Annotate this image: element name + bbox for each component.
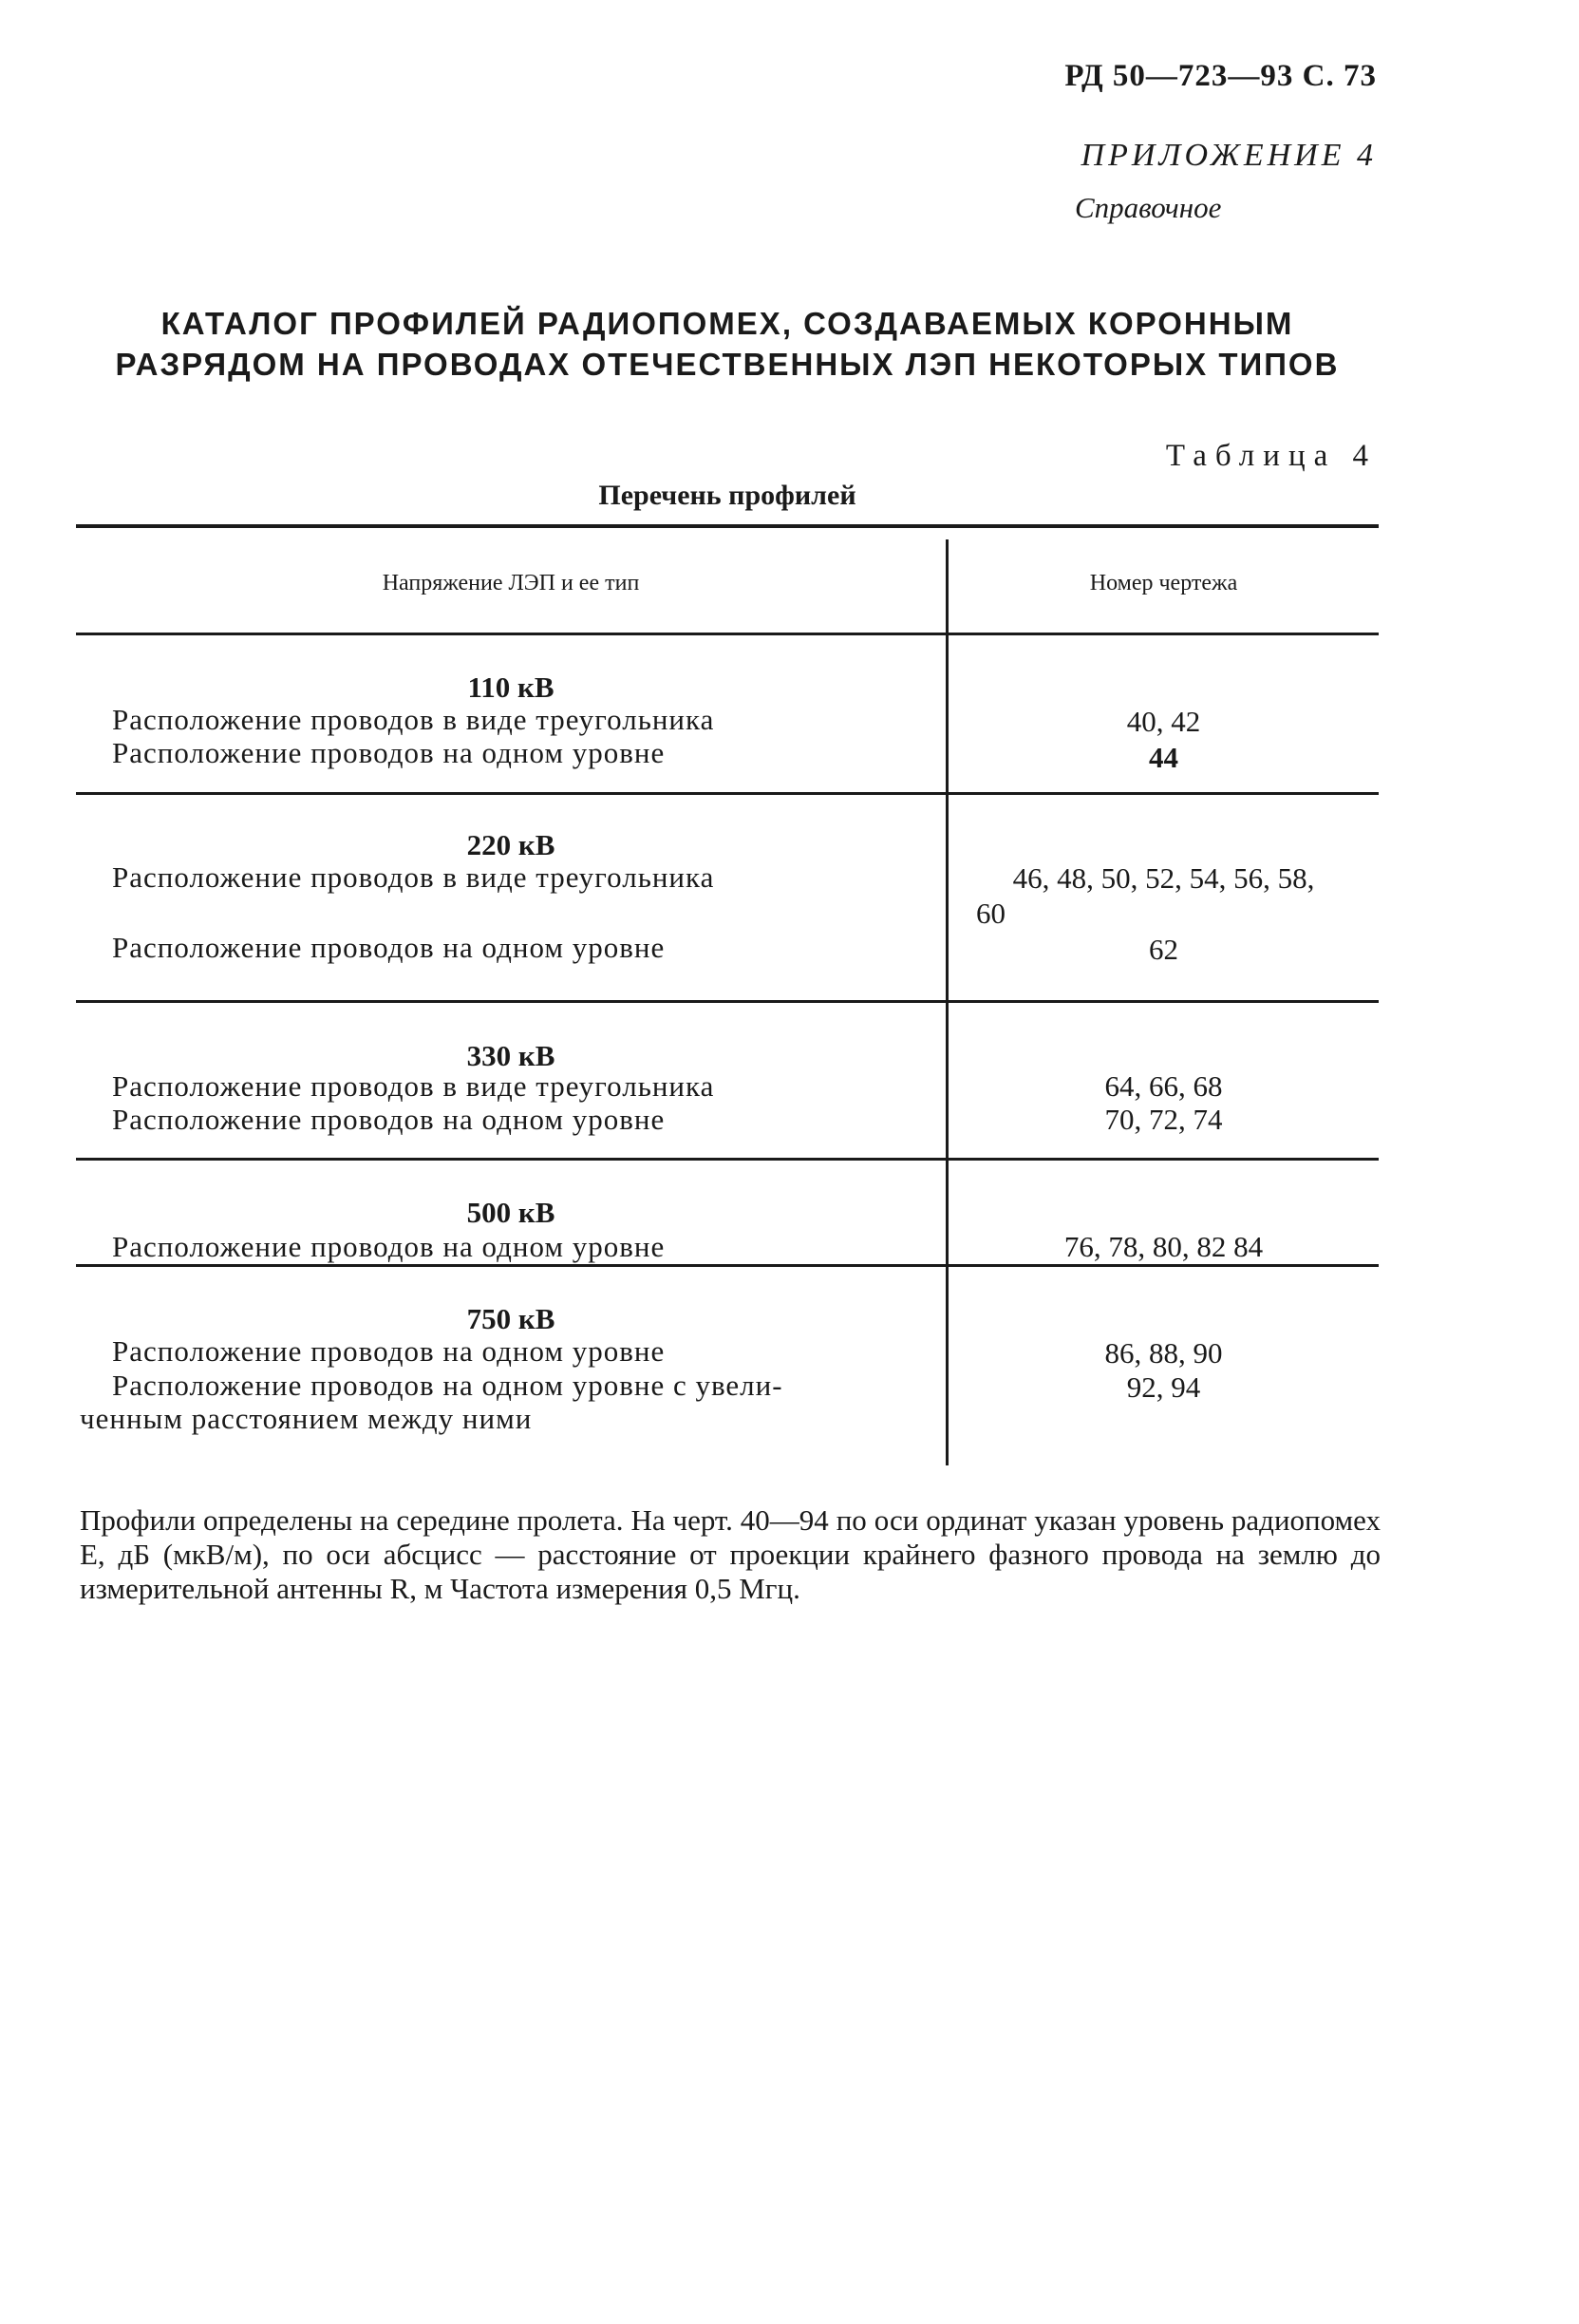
row-drawing-numbers: 44 <box>1149 741 1178 774</box>
row-type: Расположение проводов на одном уровне <box>112 1334 666 1368</box>
row-type: Расположение проводов на одном уровне <box>112 1230 666 1263</box>
group-divider-110 <box>76 792 1379 795</box>
note-paragraph: Профили определены на середине пролета. На черт. 40—94 по оси ординат указан уровень радиопомех E, дБ (мкВ/м), по оси абсцисс — расстояние от проекции крайнего фазного провода на землю до измерительной антенны R, м Частота измерения 0,5 Мгц. <box>80 1503 1381 1605</box>
row-drawing-numbers: 70, 72, 74 <box>1104 1103 1223 1136</box>
row-type: Расположение проводов на одном уровне <box>112 736 666 769</box>
row-drawing-numbers: 64, 66, 68 <box>1104 1069 1223 1103</box>
row-type: Расположение проводов на одном уровне с увели- <box>112 1369 783 1402</box>
group-divider-500 <box>76 1264 1379 1267</box>
table-label: Таблица 4 <box>1165 439 1377 473</box>
row-type: Расположение проводов на одном уровне <box>112 931 666 964</box>
group-voltage-110: 110 кВ <box>467 671 555 704</box>
row-type: Расположение проводов в виде треугольника <box>112 860 715 894</box>
row-drawing-numbers: 46, 48, 50, 52, 54, 56, 58, <box>1012 861 1315 895</box>
row-type: Расположение проводов на одном уровне <box>112 1103 666 1136</box>
column-divider <box>946 539 949 1465</box>
document-title-line-1: КАТАЛОГ ПРОФИЛЕЙ РАДИОПОМЕХ, СОЗДАВАЕМЫХ КОРОННЫМ <box>160 306 1294 341</box>
row-drawing-numbers-continued: 60 <box>976 897 1006 930</box>
row-drawing-numbers: 62 <box>1149 933 1178 966</box>
page-reference: РД 50—723—93 С. 73 <box>1064 59 1377 93</box>
group-voltage-750: 750 кВ <box>466 1302 555 1335</box>
group-divider-330 <box>76 1158 1379 1161</box>
table-header-rule <box>76 633 1379 635</box>
group-voltage-220: 220 кВ <box>466 828 555 861</box>
appendix-title: ПРИЛОЖЕНИЕ 4 <box>1081 138 1377 173</box>
row-drawing-numbers: 86, 88, 90 <box>1104 1336 1223 1370</box>
group-divider-220 <box>76 1000 1379 1003</box>
document-title-line-2: РАЗРЯДОМ НА ПРОВОДАХ ОТЕЧЕСТВЕННЫХ ЛЭП НЕКОТОРЫХ ТИПОВ <box>115 347 1340 382</box>
row-drawing-numbers: 40, 42 <box>1126 705 1201 738</box>
row-drawing-numbers: 92, 94 <box>1126 1370 1201 1404</box>
row-type-continued: ченным расстоянием между ними <box>80 1402 533 1435</box>
group-voltage-330: 330 кВ <box>466 1039 555 1072</box>
row-drawing-numbers: 76, 78, 80, 82 84 <box>1063 1230 1264 1263</box>
column-header-voltage: Напряжение ЛЭП и ее тип <box>382 571 640 595</box>
appendix-subtitle: Справочное <box>1075 191 1222 224</box>
table-caption: Перечень профилей <box>598 480 856 511</box>
group-voltage-500: 500 кВ <box>466 1196 555 1229</box>
row-type: Расположение проводов в виде треугольника <box>112 703 715 736</box>
table-top-rule <box>76 524 1379 528</box>
row-type: Расположение проводов в виде треугольника <box>112 1069 715 1103</box>
column-header-drawing-number: Номер чертежа <box>1089 571 1238 595</box>
